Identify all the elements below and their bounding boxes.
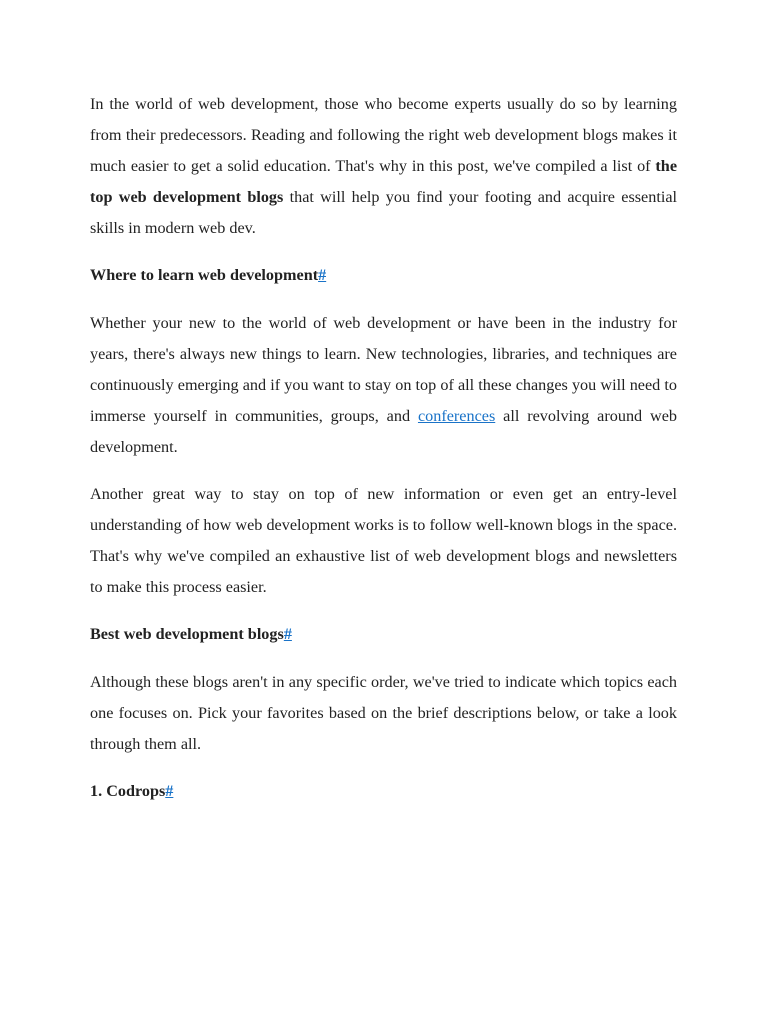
heading-where-to-learn-text: Where to learn web development (90, 266, 319, 284)
intro-paragraph (90, 89, 677, 244)
intro-text-start: In the world of web development, those who become experts usually do so by learning from their predecessors. Reading and following the right web development blogs makes it much easier to get a solid education. That's why in this post, we've compiled a list of (90, 95, 677, 175)
where-paragraph-2: Another great way to stay on top of new information or even get an entry-level understanding of how web development works is to follow well-known blogs in the space. That's why we've compiled an exhaustive list of web development blogs and newsletters to make this process easier. (90, 485, 677, 596)
best-paragraph-1: Although these blogs aren't in any specific order, we've tried to indicate which topics each one focuses on. Pick your favorites based on the brief descriptions below, or take a look through them all. (90, 673, 677, 753)
heading-codrops (90, 776, 677, 807)
where-paragraph-1 (90, 308, 677, 463)
article-body (90, 89, 677, 824)
heading-best-blogs (90, 619, 677, 650)
where-paragraph-1-text-start: Whether your new to the world of web development or have been in the industry for years, there's always new things to learn. New technologies, libraries, and techniques are continuously emerging and if you want to stay on top of all these changes you will need to immerse yourself in communities, groups, and (90, 314, 677, 425)
conferences-link[interactable]: conferences (417, 407, 496, 425)
heading-codrops-text: 1. Codrops (90, 782, 166, 800)
heading-where-to-learn (90, 260, 677, 291)
intro-text-end: that will help you find your footing and acquire essential skills in modern web dev. (90, 188, 677, 237)
heading-anchor-link[interactable]: # (165, 782, 174, 800)
where-paragraph-1-text-end: all revolving around web development. (90, 407, 677, 456)
heading-anchor-link[interactable]: # (318, 266, 327, 284)
heading-best-blogs-text: Best web development blogs (90, 625, 284, 643)
intro-bold-text: the top web development blogs (90, 157, 677, 206)
heading-anchor-link[interactable]: # (283, 625, 292, 643)
